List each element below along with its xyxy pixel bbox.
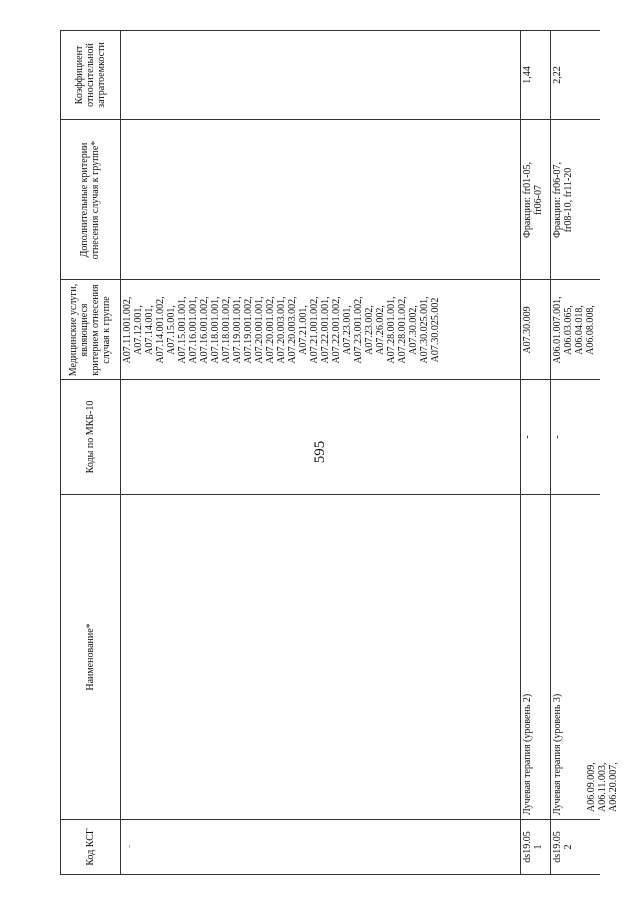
code-item: A07.16.001.002,: [199, 296, 210, 364]
code-item: A07.22.001.002,: [331, 296, 342, 364]
top-code-col-dash: -: [124, 844, 135, 848]
row-separator: [520, 30, 521, 875]
col-border-right: [60, 30, 600, 31]
row2-services: [552, 282, 596, 378]
header-services: Медицинские услуги, являющиеся критерием отнесения случая к группе: [68, 283, 112, 377]
code-item: A06.04.018,: [574, 305, 585, 355]
code-item: A07.20.001.002,: [265, 296, 276, 364]
code-item: A07.30.025.001,: [419, 296, 430, 364]
code-item: A07.28.001.002,: [397, 296, 408, 364]
row1-code: ds19.05 1: [522, 831, 544, 863]
code-item: A07.26.002,: [375, 305, 386, 355]
code-item: A07.20.003.001,: [276, 296, 287, 364]
code-item: A07.18.001.001,: [210, 296, 221, 364]
code-item: A07.12.001,: [133, 305, 144, 355]
code-item: A07.23.001,: [342, 305, 353, 355]
code-item: A07.18.001.002,: [221, 296, 232, 364]
row1-criteria: Фракции: fr01-05, fr06-07: [522, 161, 544, 239]
col-border-criteria: [60, 119, 600, 120]
code-item: A07.21.001.002,: [309, 296, 320, 364]
col-border-mkb: [60, 379, 600, 380]
col-border-name: [60, 494, 600, 495]
code-item: A07.28.001.001,: [386, 296, 397, 364]
code-item: A06.09.009,: [586, 762, 597, 812]
code-item: A07.14.001,: [144, 305, 155, 355]
code-item: A07.19.001.001,: [232, 296, 243, 364]
code-item: A07.20.001.001,: [254, 296, 265, 364]
code-item: A06.01.007.001,: [552, 296, 563, 364]
row2-coef: 2,22: [552, 66, 563, 84]
code-item: A07.11.001.002,: [122, 296, 133, 364]
code-item: A07.21.001,: [298, 305, 309, 355]
code-item: A07.16.001.001,: [188, 296, 199, 364]
row1-name: Лучевая терапия (уровень 2): [522, 693, 533, 815]
row2-criteria: Фракции: fr06-07, fr08-10, fr11-20: [552, 161, 574, 239]
header-coef: Коэффициент относительной затратоемкости: [73, 42, 107, 108]
page-number: 595: [312, 440, 328, 464]
code-item: A06.08.008,: [585, 305, 596, 355]
col-border-services: [60, 279, 600, 280]
col-border-code: [60, 819, 600, 820]
col-border-left: [60, 874, 600, 875]
code-item: A07.30.009: [522, 306, 533, 354]
code-item: A07.15.001.001,: [177, 296, 188, 364]
code-item: A07.22.001.001,: [320, 296, 331, 364]
row2-name: Лучевая терапия (уровень 3): [552, 693, 563, 815]
header-row-separator: [120, 30, 121, 875]
row2-code: ds19.05 2: [552, 831, 574, 863]
table-top-border: [60, 30, 61, 875]
row2-mkb: -: [552, 435, 563, 439]
code-item: A06.03.065,: [563, 305, 574, 355]
header-name: Наименование*: [84, 623, 96, 691]
top-codes-list: [122, 282, 518, 378]
row1-mkb: -: [522, 435, 533, 439]
code-item: A07.30.025.002: [430, 297, 441, 363]
code-item: A07.14.001.002,: [155, 296, 166, 364]
row1-services: [522, 282, 533, 378]
code-item: A06.11.003,: [597, 762, 608, 812]
code-item: A07.30.002,: [408, 305, 419, 355]
code-item: A07.23.001.002,: [353, 296, 364, 364]
code-item: A07.20.003.002,: [287, 296, 298, 364]
code-item: A07.23.002,: [364, 305, 375, 355]
header-code: Код КСГ: [84, 828, 96, 866]
header-mkb: Коды по МКБ-10: [84, 400, 96, 474]
row2-services-extra-3: [608, 742, 619, 812]
code-item: A07.19.001.002,: [243, 296, 254, 364]
code-item: A06.20.007,: [608, 762, 619, 812]
row-separator-2: [550, 30, 551, 875]
header-criteria: Дополнительные критерии отнесения случая к группе*: [79, 140, 101, 260]
row1-coef: 1,44: [522, 66, 533, 84]
ksg-table: [60, 30, 600, 875]
code-item: A07.15.001,: [166, 305, 177, 355]
